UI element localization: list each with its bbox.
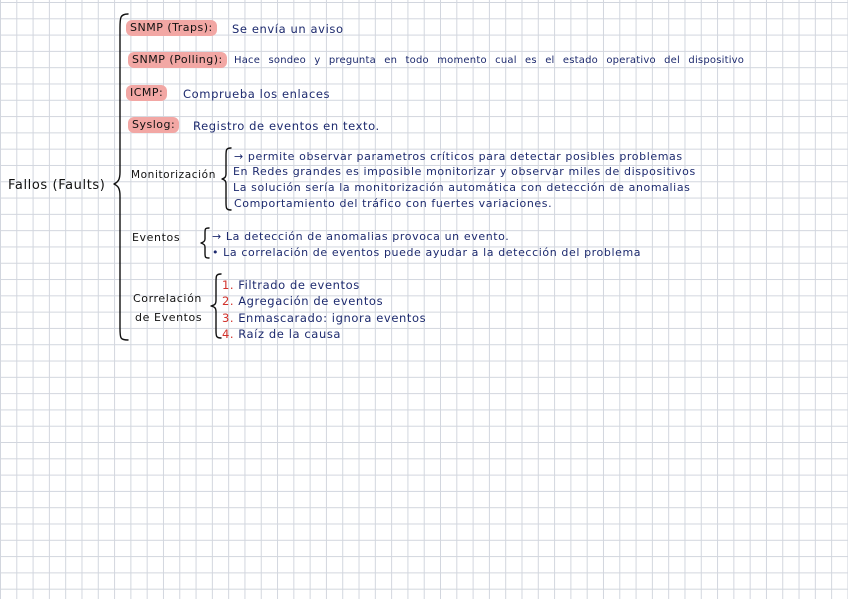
correlacion-step-2 [222, 294, 383, 308]
step-number-1: 1. [222, 278, 235, 292]
step-number-4: 4. [222, 327, 235, 341]
step-text-1: Filtrado de eventos [238, 278, 360, 292]
monitorizacion-line-4: Comportamiento del tráfico con fuertes variaciones. [234, 197, 553, 210]
correlacion-label-line-2: de Eventos [135, 311, 203, 324]
step-text-2: Agregación de eventos [238, 294, 384, 308]
correlacion-label-line-1: Correlación [133, 292, 202, 305]
eventos-line-1: → La detección de anomalias provoca un evento. [212, 230, 510, 243]
step-text-3: Enmascarado: ignora eventos [238, 311, 427, 325]
monitorizacion-line-1: → permite observar parametros críticos para detectar posibles problemas [234, 150, 683, 163]
step-number-2: 2. [222, 294, 235, 308]
monitorizacion-label: Monitorización [131, 169, 216, 181]
step-number-3: 3. [222, 311, 235, 325]
monitorizacion-brace [221, 146, 233, 212]
root-topic: Fallos (Faults) [8, 178, 106, 193]
icmp-tag: ICMP: [126, 85, 167, 101]
eventos-label: Eventos [132, 231, 181, 244]
correlacion-step-4 [222, 327, 341, 341]
syslog-text: Registro de eventos en texto. [193, 119, 380, 133]
snmp-traps-tag: SNMP (Traps): [126, 20, 217, 36]
correlacion-step-3 [222, 311, 426, 325]
snmp-polling-text: Hace sondeo y pregunta en todo momento cual es el estado operativo del dispositivo [234, 55, 745, 66]
monitorizacion-line-2: En Redes grandes es imposible monitorizar y observar miles de dispositivos [233, 165, 696, 178]
step-text-4: Raíz de la causa [238, 327, 342, 341]
correlacion-step-1 [222, 278, 360, 292]
syslog-tag: Syslog: [128, 117, 179, 133]
monitorizacion-line-3: La solución sería la monitorización automática con detección de anomalias [233, 181, 691, 194]
snmp-traps-text: Se envía un aviso [232, 22, 344, 36]
eventos-line-2: • La correlación de eventos puede ayudar a la detección del problema [212, 246, 642, 259]
icmp-text: Comprueba los enlaces [183, 87, 331, 101]
eventos-brace [199, 226, 211, 260]
snmp-polling-tag: SNMP (Polling): [128, 52, 227, 68]
